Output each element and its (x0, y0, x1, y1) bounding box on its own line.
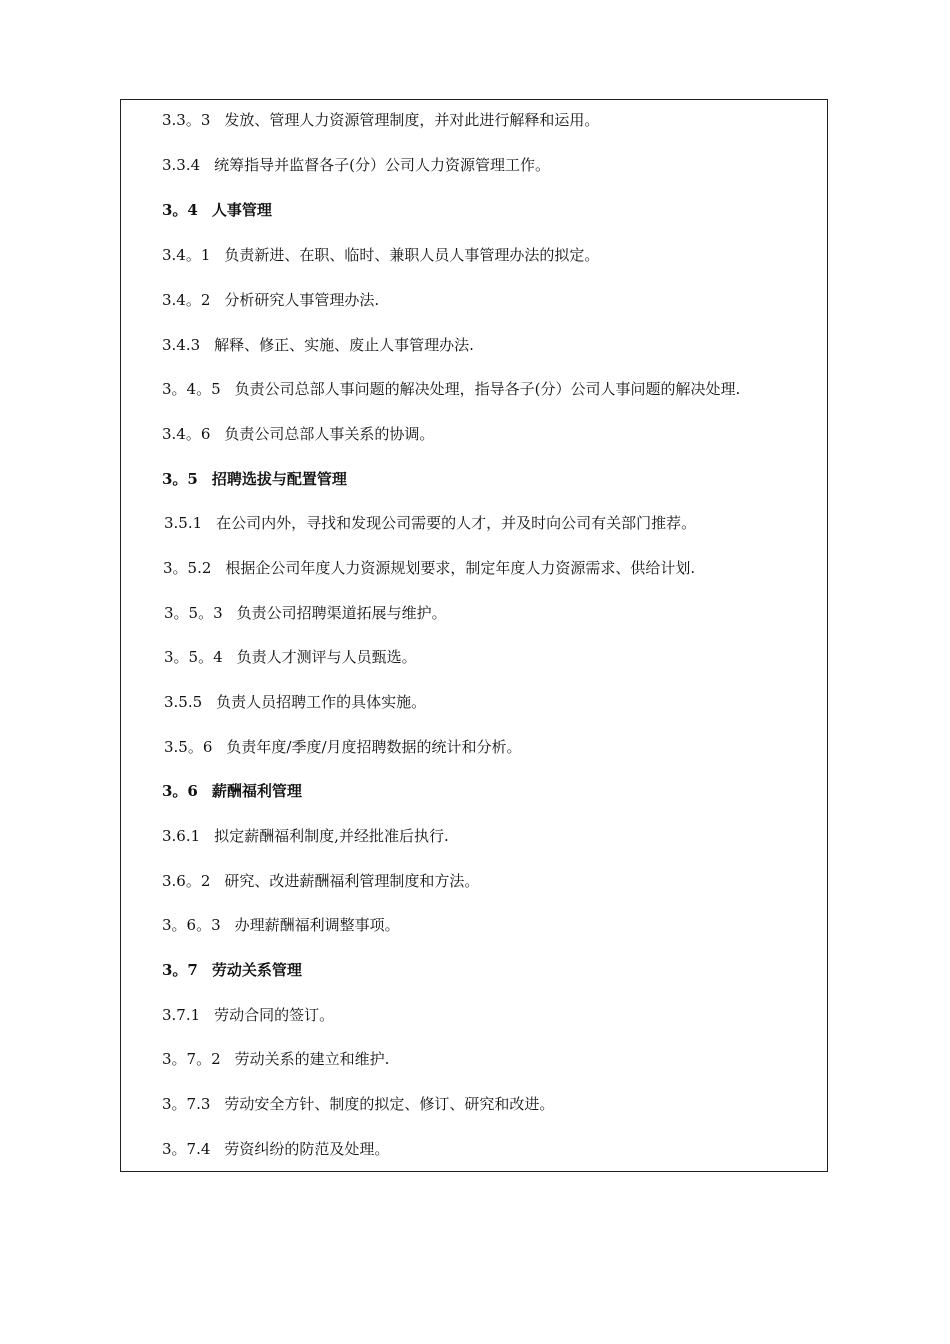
item-number: 3.3.4 (162, 156, 201, 174)
list-item (162, 1139, 389, 1159)
list-item (162, 1094, 554, 1114)
list-item (162, 915, 400, 935)
item-number: 3.4。6 (162, 425, 211, 443)
item-number: 3.4。2 (162, 291, 211, 309)
item-number: 3。6。3 (162, 916, 221, 934)
item-text: 负责人才测评与人员甄选。 (236, 648, 417, 666)
list-item (162, 155, 550, 175)
item-text: 在公司内外，寻找和发现公司需要的人才，并及时向公司有关部门推荐。 (216, 514, 697, 532)
item-number: 3。5。4 (164, 648, 223, 666)
item-text: 发放、管理人力资源管理制度，并对此进行解释和运用。 (224, 111, 600, 129)
item-number: 3。4 (162, 201, 198, 219)
item-number: 3.6.1 (162, 827, 201, 845)
item-text: 薪酬福利管理 (211, 782, 302, 800)
item-text: 统筹指导并监督各子(分）公司人力资源管理工作。 (214, 156, 551, 174)
item-number: 3.4。1 (162, 246, 211, 264)
item-text: 劳动安全方针、制度的拟定、修订、研究和改进。 (224, 1095, 555, 1113)
item-number: 3.5.5 (164, 693, 203, 711)
item-number: 3。4。5 (162, 380, 221, 398)
item-number: 3。7。2 (162, 1050, 221, 1068)
section-heading (162, 781, 302, 801)
list-item (162, 290, 379, 310)
list-item (162, 871, 479, 891)
item-text: 负责人员招聘工作的具体实施。 (216, 693, 427, 711)
item-number: 3.5.1 (164, 514, 203, 532)
list-item (162, 245, 599, 265)
list-item (162, 379, 740, 399)
section-heading (162, 200, 272, 220)
item-text: 人事管理 (211, 201, 272, 219)
list-item (164, 647, 417, 667)
item-text: 负责年度/季度/月度招聘数据的统计和分析。 (226, 738, 522, 756)
list-item (162, 1049, 389, 1069)
item-number: 3.7.1 (162, 1006, 201, 1024)
list-item (164, 737, 522, 757)
item-number: 3.3。3 (162, 111, 211, 129)
section-heading (162, 960, 302, 980)
item-text: 根据企公司年度人力资源规划要求，制定年度人力资源需求、供给计划. (225, 559, 696, 577)
item-text: 负责新进、在职、临时、兼职人员人事管理办法的拟定。 (224, 246, 600, 264)
list-item (162, 335, 474, 355)
list-item (164, 692, 426, 712)
list-item (162, 826, 449, 846)
list-item (162, 110, 599, 130)
item-text: 负责公司总部人事关系的协调。 (224, 425, 435, 443)
item-text: 劳资纠纷的防范及处理。 (224, 1140, 390, 1158)
document-frame (120, 99, 828, 1172)
item-number: 3.5。6 (164, 738, 213, 756)
item-number: 3。7.3 (162, 1095, 211, 1113)
item-text: 负责公司总部人事问题的解决处理，指导各子(分）公司人事问题的解决处理. (234, 380, 741, 398)
list-item (163, 558, 695, 578)
list-item (162, 1005, 334, 1025)
item-number: 3。6 (162, 782, 198, 800)
list-item (162, 424, 434, 444)
item-number: 3。7 (162, 961, 198, 979)
item-text: 劳动关系管理 (211, 961, 302, 979)
item-number: 3.4.3 (162, 336, 201, 354)
item-text: 招聘选拔与配置管理 (211, 470, 347, 488)
item-number: 3。5.2 (163, 559, 212, 577)
list-item (164, 513, 696, 533)
item-text: 劳动关系的建立和维护. (234, 1050, 390, 1068)
item-number: 3。7.4 (162, 1140, 211, 1158)
item-text: 拟定薪酬福利制度,并经批准后执行. (214, 827, 449, 845)
item-text: 分析研究人事管理办法. (224, 291, 380, 309)
list-item (164, 603, 447, 623)
item-text: 研究、改进薪酬福利管理制度和方法。 (224, 872, 480, 890)
item-number: 3。5 (162, 470, 198, 488)
item-text: 负责公司招聘渠道拓展与维护。 (236, 604, 447, 622)
item-text: 解释、修正、实施、废止人事管理办法. (214, 336, 474, 354)
section-heading (162, 469, 347, 489)
item-text: 办理薪酬福利调整事项。 (234, 916, 400, 934)
item-number: 3.6。2 (162, 872, 211, 890)
item-text: 劳动合同的签订。 (214, 1006, 335, 1024)
item-number: 3。5。3 (164, 604, 223, 622)
